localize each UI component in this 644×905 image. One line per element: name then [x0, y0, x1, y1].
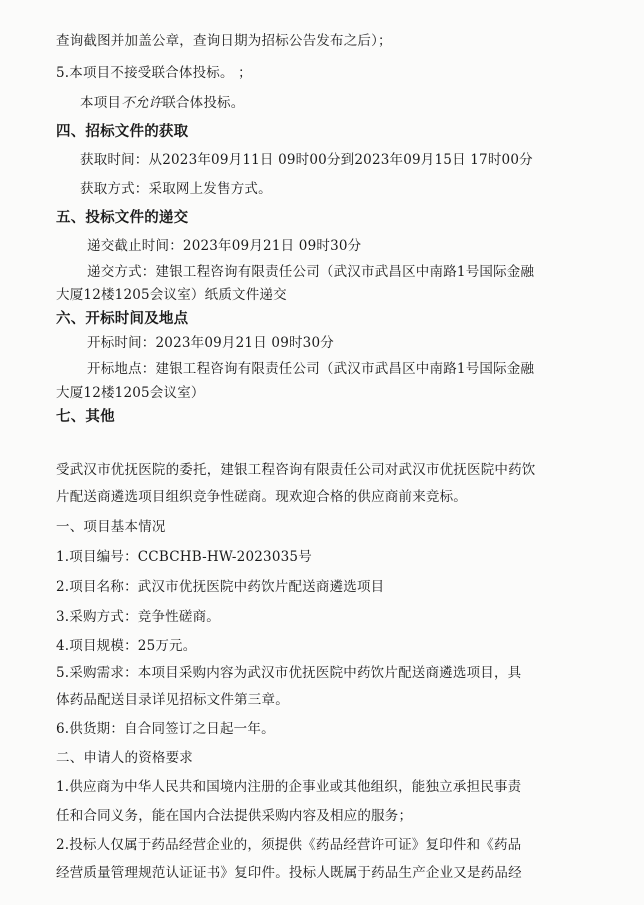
list-item: 4.项目规模：25万元。	[56, 638, 197, 654]
text-line: 递交截止时间：2023年09月21日 09时30分	[87, 238, 362, 254]
text-line: 受武汉市优抚医院的委托，建银工程咨询有限责任公司对武汉市优抚医院中药饮	[56, 462, 536, 478]
text-line: 5.本项目不接受联合体投标。 ；	[56, 65, 252, 81]
list-item: 经营质量管理规范认证证书》复印件。投标人既属于药品生产企业又是药品经	[56, 865, 522, 881]
list-item: 5.采购需求：本项目采购内容为武汉市优抚医院中药饮片配送商遴选项目，具	[56, 665, 522, 681]
text-line: 获取方式：采取网上发售方式。	[80, 181, 272, 197]
subheading: 一、项目基本情况	[56, 519, 166, 535]
text-line: 开标时间：2023年09月21日 09时30分	[87, 335, 334, 351]
list-item: 1.项目编号：CCBCHB-HW-2023035号	[56, 549, 312, 565]
section-heading-7: 七、其他	[56, 409, 115, 425]
list-item: 任和合同义务，能在国内合法提供采购内容及相应的服务；	[56, 808, 413, 824]
text-line: 获取时间：从2023年09月11日 09时00分到2023年09月15日 17时00分	[80, 152, 533, 168]
text-line: 查询截图并加盖公章，查询日期为招标公告发布之后）；	[56, 33, 392, 49]
list-item: 2.项目名称：武汉市优抚医院中药饮片配送商遴选项目	[56, 579, 385, 595]
text-line: 递交方式：建银工程咨询有限责任公司（武汉市武昌区中南路1号国际金融	[87, 264, 535, 280]
text-line: 片配送商遴选项目组织竞争性磋商。现欢迎合格的供应商前来竞标。	[56, 489, 467, 505]
text-line: 大厦12楼1205会议室）纸质文件递交	[56, 287, 287, 303]
list-item: 1.供应商为中华人民共和国境内注册的企事业或其他组织，能独立承担民事责	[56, 779, 522, 795]
list-item: 体药品配送目录详见招标文件第三章。	[56, 692, 289, 708]
section-heading-5: 五、投标文件的递交	[56, 210, 189, 226]
list-item: 6.供货期：自合同签订之日起一年。	[56, 721, 275, 737]
italic-text: 不允许	[121, 95, 163, 111]
section-heading-4: 四、招标文件的获取	[56, 124, 189, 140]
section-heading-6: 六、开标时间及地点	[56, 311, 189, 327]
text-line: 开标地点：建银工程咨询有限责任公司（武汉市武昌区中南路1号国际金融	[87, 361, 535, 377]
text-span: 本项目	[80, 95, 122, 111]
text-line: 大厦12楼1205会议室）	[56, 385, 205, 401]
text-line	[80, 91, 244, 111]
subheading: 二、申请人的资格要求	[56, 750, 193, 766]
list-item: 2.投标人仅属于药品经营企业的，须提供《药品经营许可证》复印件和《药品	[56, 837, 522, 853]
list-item: 3.采购方式：竞争性磋商。	[56, 609, 220, 625]
text-span: 联合体投标。	[162, 95, 245, 111]
